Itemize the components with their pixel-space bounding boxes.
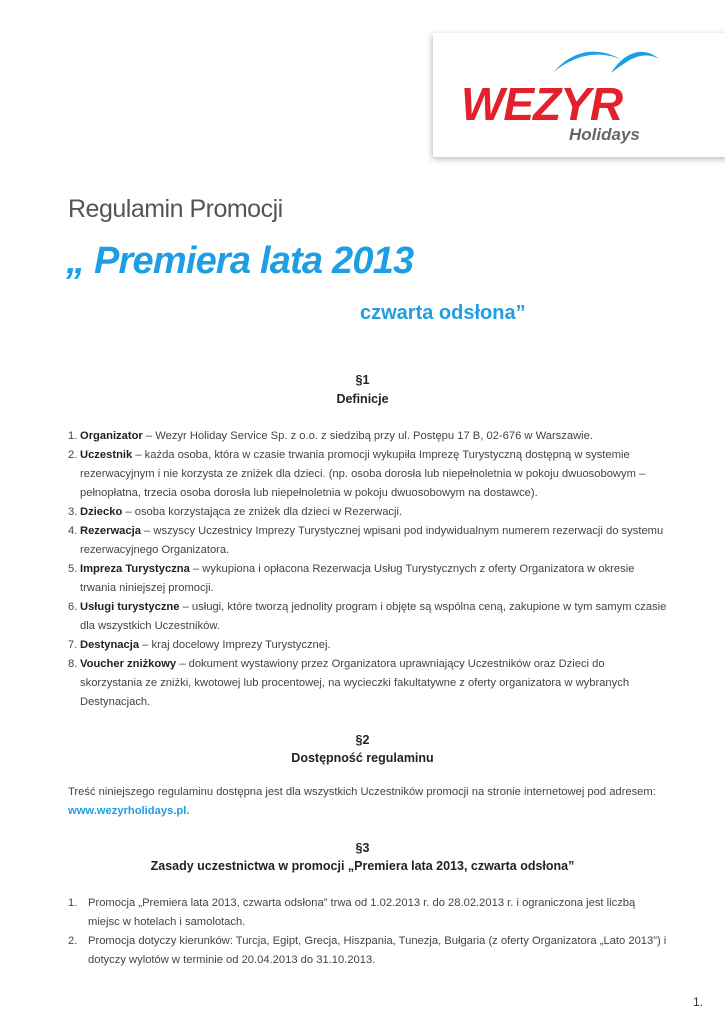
document-title: Regulamin Promocji <box>68 195 283 223</box>
list-item: 1. Promocja „Premiera lata 2013, czwarta odsłona” trwa od 1.02.2013 r. do 28.02.2013 r. i ograniczona jest liczbą miejsc w hotelach i samolotach. <box>68 897 636 928</box>
section-1-number: §1 <box>355 373 370 387</box>
list-item: 5. Impreza Turystyczna – wykupiona i opłacona Rezerwacja Usług Turystycznych z oferty Organizatora w okresie trwania niniejszej promocji. <box>68 563 635 594</box>
logo <box>433 33 725 157</box>
logo-tagline: Holidays <box>569 125 640 144</box>
section-2-title: Dostępność regulaminu <box>291 751 434 765</box>
list-item: 4. Rezerwacja – wszyscy Uczestnicy Imprezy Turystycznej wpisani pod indywidualnym numerem rezerwacji do systemu rezerwacyjnego Organizatora. <box>68 525 664 556</box>
list-item: 1. Organizator – Wezyr Holiday Service Sp. z o.o. z siedzibą przy ul. Postępu 17 B, 02-676 w Warszawie. <box>68 430 593 442</box>
definitions-list <box>68 427 668 712</box>
list-item: 3. Dziecko – osoba korzystająca ze zniżek dla dzieci w Rezerwacji. <box>68 506 403 518</box>
page-number: 1. <box>693 995 704 1009</box>
list-item: 7. Destynacja – kraj docelowy Imprezy Turystycznej. <box>68 639 331 651</box>
rules-list <box>68 894 668 970</box>
list-item: 2. Promocja dotyczy kierunków: Turcja, Egipt, Grecja, Hiszpania, Tunezja, Bułgaria (z oferty Organizatora „Lato 2013”) i dotyczy wylotów w terminie od 20.04.2013 do 31.10.2013. <box>68 935 667 966</box>
list-item: 6. Usługi turystyczne – usługi, które tworzą jednolity program i objęte są wspólna ceną, zakupione w tym samym czasie dla wszystkich Uczestników. <box>68 601 667 632</box>
section-3-number: §3 <box>355 841 370 855</box>
availability-paragraph: Treść niniejszego regulaminu dostępna jest dla wszystkich Uczestników promocji na stronie internetowej pod adresem: www.wezyrholidays.pl. <box>68 786 656 817</box>
website-link[interactable]: www.wezyrholidays.pl. <box>68 805 190 817</box>
list-item: 2. Uczestnik – każda osoba, która w czasie trwania promocji wykupiła Imprezę Turystyczną dostępną w systemie rezerwacyjnym i nie korzysta ze zniżek dla dzieci. (np. osoba dorosła lub niepełnoletnia w pokoju dwuosobowym – pełnopłatna, trzecia osoba dorosła lub niepełnoletnia w pokoju dwuosobowym na dostawce). <box>68 449 646 499</box>
section-3-title: Zasady uczestnictwa w promocji „Premiera lata 2013, czwarta odsłona” <box>150 859 575 873</box>
list-item: 8. Voucher zniżkowy – dokument wystawiony przez Organizatora uprawniający Uczestników oraz Dzieci do skorzystania ze zniżki, kwotowej lub procentowej, na wycieczki fakultatywne z oferty organizatora w wybranych Destynacjach. <box>68 658 630 708</box>
logo-wordmark: WEZYR <box>461 78 623 130</box>
promo-subtitle: czwarta odsłona” <box>360 302 526 324</box>
promo-title: „ Premiera lata 2013 <box>66 240 414 282</box>
section-2-number: §2 <box>355 733 370 747</box>
section-1-title: Definicje <box>336 392 389 406</box>
